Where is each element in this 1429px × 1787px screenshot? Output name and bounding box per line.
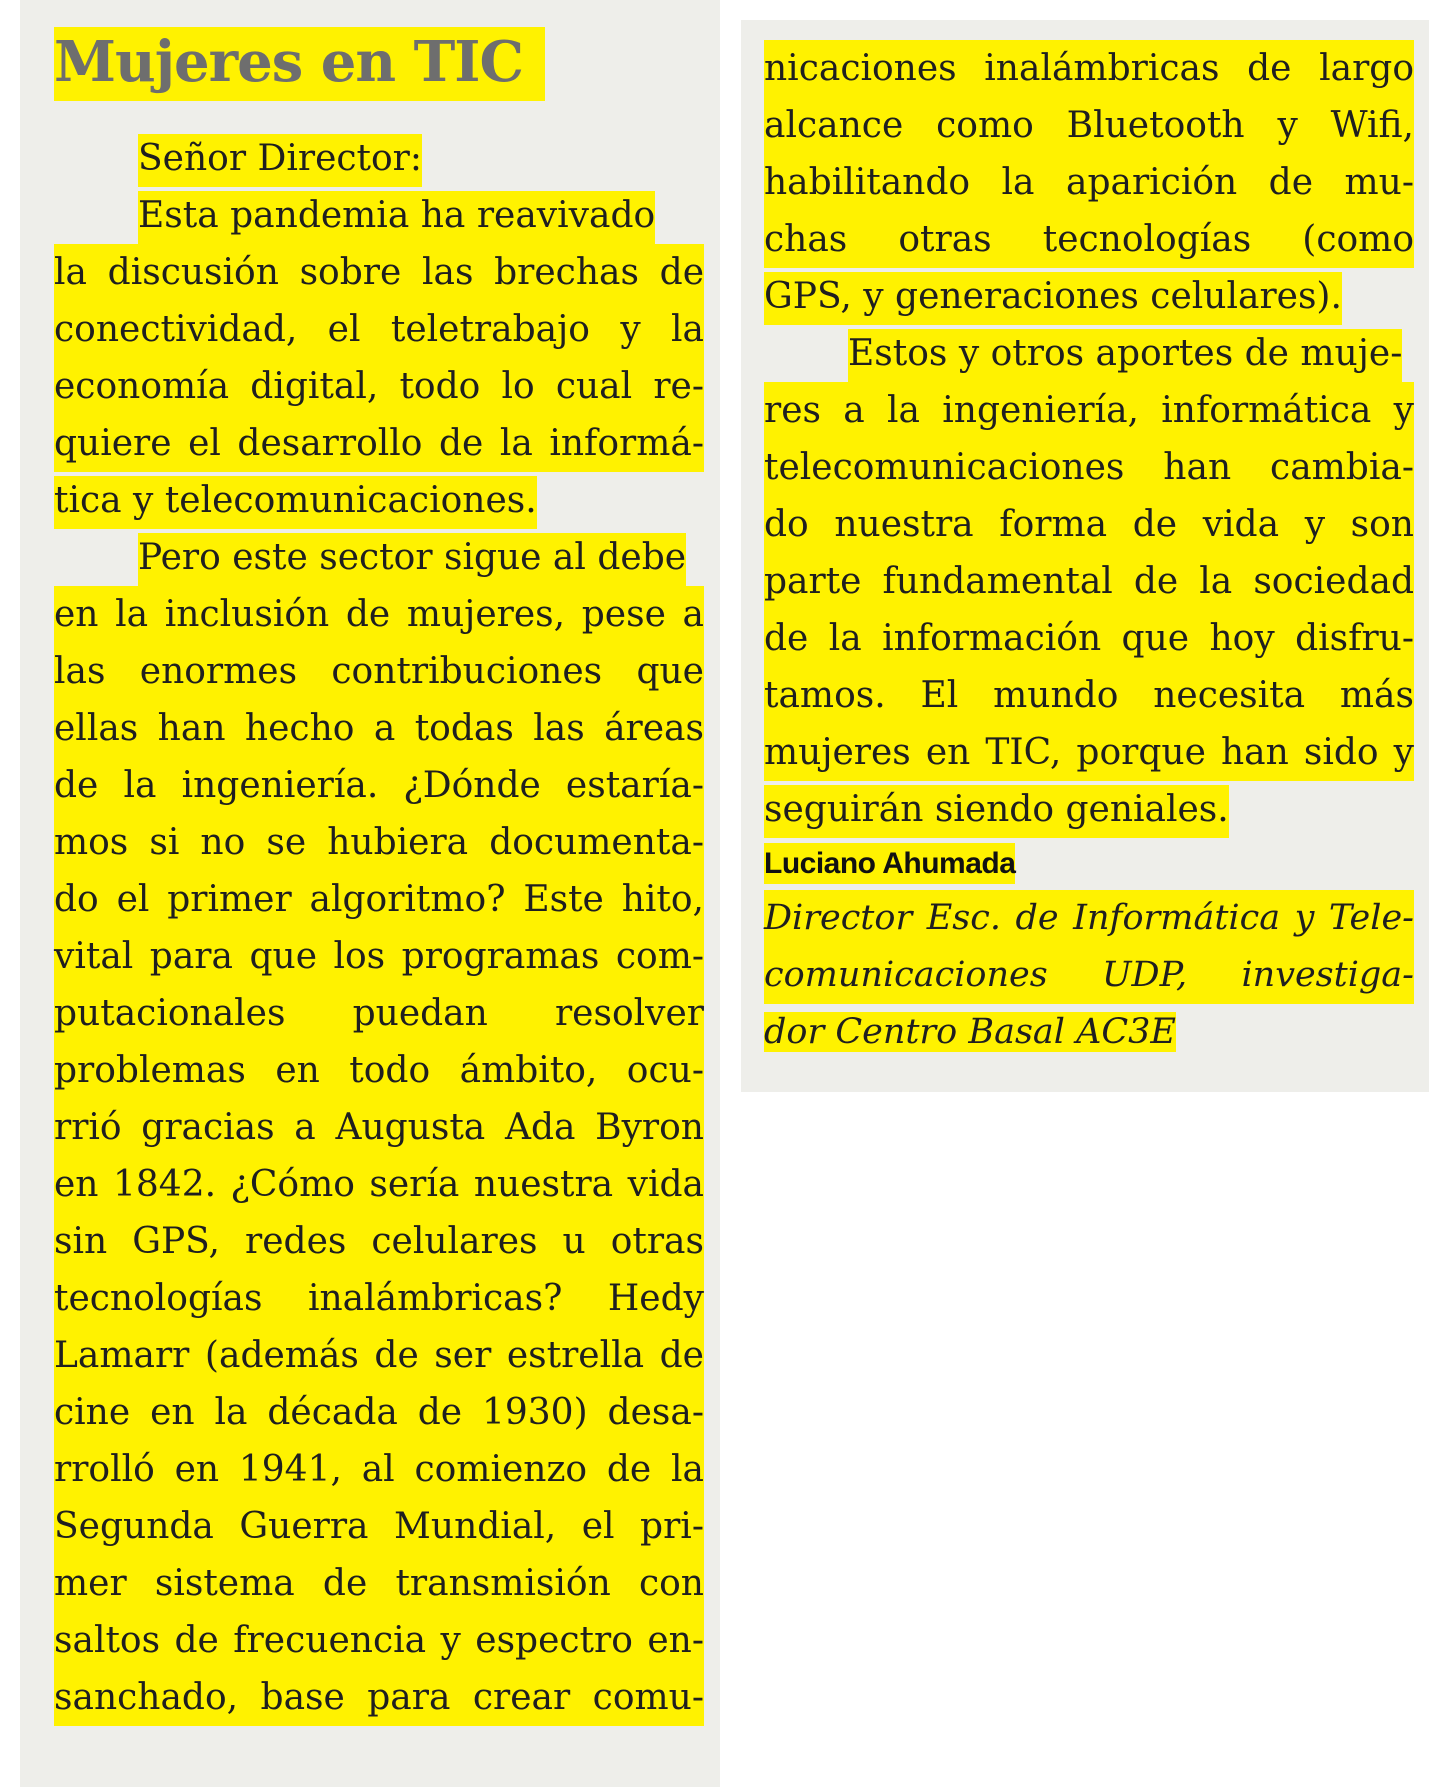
text-line: rrió gracias a Augusta Ada Byron [54, 1099, 704, 1156]
text-line: Lamarr (además de ser estrella de [54, 1327, 704, 1384]
signer-role-line: comunicaciones UDP, investiga- [764, 947, 1414, 1004]
text-line: Pero este sector sigue al debe [54, 529, 704, 586]
text-line: de la ingeniería. ¿Dónde estaría- [54, 757, 704, 814]
text-line: sanchado, base para crear comu- [54, 1669, 704, 1726]
text-line: mer sistema de transmisión con [54, 1555, 704, 1612]
text-line: mos si no se hubiera documenta- [54, 814, 704, 871]
text-line: problemas en todo ámbito, ocu- [54, 1042, 704, 1099]
text-line: do el primer algoritmo? Este hito, [54, 871, 704, 928]
text-line: mujeres en TIC, porque han sido y [764, 724, 1414, 781]
text-line: alcance como Bluetooth y Wifi, [764, 97, 1414, 154]
text-line: seguirán siendo geniales. [764, 781, 1414, 838]
text-line: conectividad, el teletrabajo y la [54, 301, 704, 358]
text-line: tecnologías inalámbricas? Hedy [54, 1270, 704, 1327]
text-line: saltos de frecuencia y espectro en- [54, 1612, 704, 1669]
right-column [764, 40, 1414, 1061]
text-line: las enormes contribuciones que [54, 643, 704, 700]
salutation: Señor Director: [54, 130, 704, 187]
text-line: vital para que los programas com- [54, 928, 704, 985]
text-line: rrolló en 1941, al comienzo de la [54, 1441, 704, 1498]
text-line: ellas han hecho a todas las áreas [54, 700, 704, 757]
text-line: de la información que hoy disfru- [764, 610, 1414, 667]
text-line: putacionales puedan resolver [54, 985, 704, 1042]
signer-role-line: Director Esc. de Informática y Tele- [764, 890, 1414, 947]
article-title: Mujeres en TIC [54, 22, 704, 102]
text-line: economía digital, todo lo cual re- [54, 358, 704, 415]
text-line: tica y telecomunicaciones. [54, 472, 704, 529]
text-line: habilitando la aparición de mu- [764, 154, 1414, 211]
text-line: Segunda Guerra Mundial, el pri- [54, 1498, 704, 1555]
text-line: cine en la década de 1930) desa- [54, 1384, 704, 1441]
text-line: chas otras tecnologías (como [764, 211, 1414, 268]
text-line: en 1842. ¿Cómo sería nuestra vida [54, 1156, 704, 1213]
text-line: res a la ingeniería, informática y [764, 382, 1414, 439]
signer-role-line: dor Centro Basal AC3E [764, 1012, 1176, 1052]
text-line: nicaciones inalámbricas de largo [764, 40, 1414, 97]
text-line: Estos y otros aportes de muje- [764, 325, 1414, 382]
text-line: do nuestra forma de vida y son [764, 496, 1414, 553]
left-column [54, 22, 704, 1726]
text-line: Esta pandemia ha reavivado [54, 187, 704, 244]
text-line: GPS, y generaciones celulares). [764, 268, 1414, 325]
text-line: sin GPS, redes celulares u otras [54, 1213, 704, 1270]
text-line: parte fundamental de la sociedad [764, 553, 1414, 610]
text-line: la discusión sobre las brechas de [54, 244, 704, 301]
text-line: en la inclusión de mujeres, pese a [54, 586, 704, 643]
text-line: quiere el desarrollo de la informá- [54, 415, 704, 472]
text-line: telecomunicaciones han cambia- [764, 439, 1414, 496]
signer-name: Luciano Ahumada [764, 838, 1414, 890]
text-line: tamos. El mundo necesita más [764, 667, 1414, 724]
